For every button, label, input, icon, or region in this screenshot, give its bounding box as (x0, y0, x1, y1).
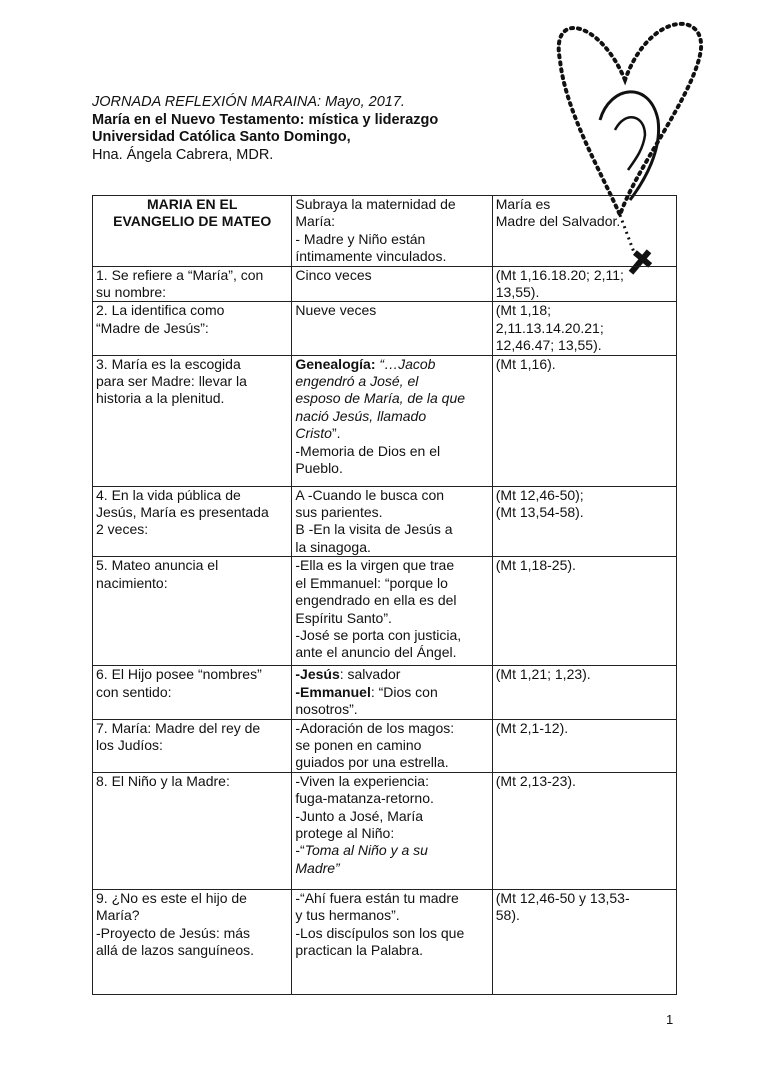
talk-title: María en el Nuevo Testamento: mística y liderazgo (92, 111, 439, 128)
text-segment: (Mt 1,16.18.20; 2,11; (495, 266, 624, 283)
text-segment: María? (96, 907, 140, 924)
text-segment: nosotros”. (295, 701, 358, 718)
cell-line (96, 737, 288, 754)
event-title: JORNADA REFLEXIÓN MARAINA: Mayo, 2017. (92, 94, 405, 110)
text-segment: -Emmanuel (295, 683, 371, 700)
table-cell-c3 (492, 889, 676, 994)
text-segment: -Proyecto de Jesús: más (96, 924, 251, 941)
cell-line (496, 320, 673, 337)
text-segment: 2. La identifica como (96, 302, 225, 319)
table-cell-c2 (292, 889, 492, 994)
cell-line (96, 356, 288, 373)
table-cell-c1 (93, 355, 292, 486)
text-segment: íntimamente vinculados. (295, 248, 447, 265)
cell-line (96, 557, 288, 574)
text-segment: nacimiento: (96, 574, 168, 591)
text-segment: la sinagoga. (295, 538, 371, 555)
table-cell-c1 (93, 302, 292, 355)
cell-line (295, 860, 488, 877)
table-cell-c3 (492, 486, 676, 557)
cell-line (96, 213, 288, 230)
table-cell-c2 (292, 355, 492, 486)
cell-line (295, 925, 488, 942)
text-segment: : “Dios con (370, 683, 438, 700)
table-cell-c3 (492, 772, 676, 889)
text-segment: -“ (295, 842, 305, 859)
cell-line (96, 521, 288, 538)
text-segment: “…Jacob (375, 355, 436, 372)
cell-line (295, 942, 488, 959)
cell-line (496, 356, 673, 373)
table-cell-c1 (93, 889, 292, 994)
cell-line (496, 504, 673, 521)
text-segment: (Mt 2,13-23). (495, 772, 576, 789)
text-segment: (Mt 2,1-12). (495, 719, 569, 736)
text-segment: para ser Madre: llevar la (96, 373, 247, 390)
page-number: 1 (666, 1012, 674, 1027)
text-segment: (Mt 1,16). (495, 355, 556, 372)
text-segment: 1. Se refiere a “María”, con (96, 266, 264, 283)
text-segment: esposo de María, de la que (295, 390, 466, 407)
table-row (93, 266, 677, 302)
table-cell-c3 (492, 719, 676, 772)
table-row (93, 355, 677, 486)
text-segment: Subraya la maternidad de (295, 196, 456, 212)
text-segment: 58). (495, 907, 520, 924)
cell-line (295, 825, 488, 842)
cell-line (96, 720, 288, 737)
cell-line (295, 557, 488, 574)
cell-line (295, 754, 488, 771)
text-segment: 9. ¿No es este el hijo de (96, 889, 247, 906)
table-cell-c3 (492, 666, 676, 719)
cell-line (496, 720, 673, 737)
cell-line (295, 487, 488, 504)
document-header (92, 94, 438, 164)
mateo-table (92, 195, 677, 995)
text-segment: con sentido: (96, 683, 172, 700)
cell-line (295, 773, 488, 790)
text-segment: engendró a José, el (295, 373, 419, 390)
text-segment: (Mt 13,54-58). (495, 504, 584, 521)
cell-line (295, 213, 488, 230)
table-row (93, 772, 677, 889)
text-segment: allá de lazos sanguíneos. (96, 941, 254, 958)
table-cell-c2 (292, 557, 492, 666)
table-cell-c1 (93, 196, 292, 267)
text-segment: 2,11.13.14.20.21; (495, 319, 604, 336)
cell-line (295, 701, 488, 718)
text-segment: “Madre de Jesús”: (96, 319, 209, 336)
cell-line (96, 925, 288, 942)
cell-line (295, 196, 488, 213)
cell-line (496, 213, 673, 230)
text-segment: Cinco veces (295, 266, 372, 283)
cell-line (96, 284, 288, 301)
text-segment: Madre” (295, 859, 340, 876)
cell-line (295, 790, 488, 807)
text-segment: 4. En la vida pública de (96, 486, 241, 503)
text-segment: guiados por una estrella. (295, 754, 449, 771)
text-segment: 13,55). (495, 284, 540, 301)
text-segment: Espíritu Santo”. (295, 609, 392, 626)
cell-line (496, 196, 673, 213)
cell-line (295, 644, 488, 661)
cell-line (496, 773, 673, 790)
table-row (93, 719, 677, 772)
text-segment: Nueve veces (295, 302, 377, 319)
table-row (93, 302, 677, 355)
text-segment: 7. María: Madre del rey de (96, 719, 261, 736)
cell-line (96, 907, 288, 924)
cell-line (295, 443, 488, 460)
text-segment: 3. María es la escogida (96, 355, 241, 372)
cell-line (96, 504, 288, 521)
cell-line (496, 557, 673, 574)
cell-line (295, 504, 488, 521)
cell-line (496, 907, 673, 924)
text-segment: EVANGELIO DE MATEO (113, 213, 272, 230)
text-segment: historia a la plenitud. (96, 390, 225, 407)
cell-line (295, 373, 488, 390)
table-cell-c1 (93, 266, 292, 302)
text-segment: se ponen en camino (295, 736, 422, 753)
text-segment: ante el anuncio del Ángel. (295, 644, 457, 661)
text-segment: A -Cuando le busca con (295, 486, 445, 503)
cell-line (496, 302, 673, 319)
text-segment: 12,46.47; 13,55). (495, 337, 602, 354)
cell-line (496, 666, 673, 683)
text-segment: 5. Mateo anuncia el (96, 557, 219, 574)
table-cell-c2 (292, 266, 492, 302)
cell-line (496, 337, 673, 354)
text-segment: -Adoración de los magos: (295, 719, 455, 736)
table-cell-c1 (93, 557, 292, 666)
text-segment: -Memoria de Dios en el (295, 442, 441, 459)
table-cell-c3 (492, 266, 676, 302)
text-segment: -Los discípulos son los que (295, 924, 465, 941)
text-segment: (Mt 12,46-50 y 13,53- (495, 889, 630, 906)
cell-line (295, 521, 488, 538)
cell-line (295, 356, 488, 373)
table-cell-c2 (292, 772, 492, 889)
text-segment: -Junto a José, María (295, 807, 423, 824)
text-segment: -Viven la experiencia: (295, 772, 429, 789)
cell-line (96, 684, 288, 701)
cell-line (295, 907, 488, 924)
text-segment: María: (295, 213, 336, 230)
text-segment: Toma al Niño y a su (304, 842, 428, 859)
text-segment: sus parientes. (295, 504, 383, 521)
cell-line (496, 267, 673, 284)
text-segment: Cristo (295, 425, 332, 442)
text-segment: Jesús, María es presentada (96, 504, 269, 521)
table-cell-c3 (492, 355, 676, 486)
cell-line (96, 196, 288, 213)
cell-line (295, 890, 488, 907)
cell-line (96, 267, 288, 284)
cell-line (295, 575, 488, 592)
text-segment: y tus hermanos”. (295, 907, 400, 924)
text-segment: 2 veces: (96, 521, 149, 538)
text-segment: María es (495, 196, 551, 212)
cell-line (96, 666, 288, 683)
cell-line (295, 808, 488, 825)
cell-line (96, 773, 288, 790)
cell-line (96, 390, 288, 407)
cell-line (96, 575, 288, 592)
text-segment: (Mt 1,18-25). (495, 557, 576, 574)
cell-line (295, 425, 488, 442)
cell-line (295, 267, 488, 284)
text-segment: B -En la visita de Jesús a (295, 521, 453, 538)
table-cell-c3 (492, 302, 676, 355)
table-cell-c3 (492, 196, 676, 267)
text-segment: -“Ahí fuera están tu madre (295, 889, 459, 906)
text-segment: -José se porta con justicia, (295, 626, 462, 643)
text-segment: el Emmanuel: “porque lo (295, 574, 448, 591)
table-row (93, 486, 677, 557)
cell-line (96, 302, 288, 319)
text-segment: 6. El Hijo posee “nombres” (96, 666, 262, 683)
cell-line (96, 487, 288, 504)
table-cell-c3 (492, 557, 676, 666)
text-segment: los Judíos: (96, 736, 163, 753)
cell-line (295, 666, 488, 683)
text-segment: (Mt 1,18; (495, 302, 552, 319)
cell-line (295, 684, 488, 701)
cell-line (295, 737, 488, 754)
table-cell-c2 (292, 196, 492, 267)
text-segment: : salvador (339, 666, 401, 683)
text-segment: - Madre y Niño están (295, 230, 426, 247)
text-segment: MARIA EN EL (146, 196, 238, 212)
author: Hna. Ángela Cabrera, MDR. (92, 146, 274, 163)
table-header-row (93, 196, 677, 267)
cell-line (295, 627, 488, 644)
table-cell-c1 (93, 486, 292, 557)
text-segment: -Ella es la virgen que trae (295, 557, 455, 574)
text-segment: (Mt 12,46-50); (495, 486, 584, 503)
cell-line (295, 610, 488, 627)
cell-line (295, 460, 488, 477)
cell-line (96, 890, 288, 907)
table-cell-c1 (93, 719, 292, 772)
text-segment: -Jesús (295, 666, 340, 683)
table-cell-c2 (292, 666, 492, 719)
text-segment: nació Jesús, llamado (295, 407, 427, 424)
table-row (93, 889, 677, 994)
cell-line (96, 942, 288, 959)
table-cell-c1 (93, 772, 292, 889)
text-segment: su nombre: (96, 284, 167, 301)
cell-line (295, 231, 488, 248)
text-segment: Madre del Salvador. (495, 213, 621, 230)
table-cell-c2 (292, 719, 492, 772)
text-segment: Genealogía: (295, 355, 376, 372)
table-row (93, 666, 677, 719)
cell-line (295, 842, 488, 859)
text-segment: 8. El Niño y la Madre: (96, 772, 230, 789)
institution: Universidad Católica Santo Domingo, (92, 129, 351, 145)
cell-line (295, 592, 488, 609)
text-segment: fuga-matanza-retorno. (295, 790, 434, 807)
table-cell-c2 (292, 486, 492, 557)
text-segment: engendrado en ella es del (295, 592, 457, 609)
cell-line (295, 302, 488, 319)
cell-line (295, 390, 488, 407)
text-segment: practican la Palabra. (295, 941, 424, 958)
cell-line (295, 539, 488, 556)
cell-line (295, 408, 488, 425)
text-segment: ”. (331, 425, 341, 442)
cell-line (496, 890, 673, 907)
text-segment: protege al Niño: (295, 824, 395, 841)
text-segment: (Mt 1,21; 1,23). (495, 666, 591, 683)
cell-line (96, 373, 288, 390)
table-cell-c2 (292, 302, 492, 355)
cell-line (496, 487, 673, 504)
text-segment: Pueblo. (295, 460, 343, 477)
cell-line (295, 720, 488, 737)
cell-line (96, 320, 288, 337)
table-row (93, 557, 677, 666)
cell-line (295, 248, 488, 265)
table-cell-c1 (93, 666, 292, 719)
cell-line (496, 284, 673, 301)
